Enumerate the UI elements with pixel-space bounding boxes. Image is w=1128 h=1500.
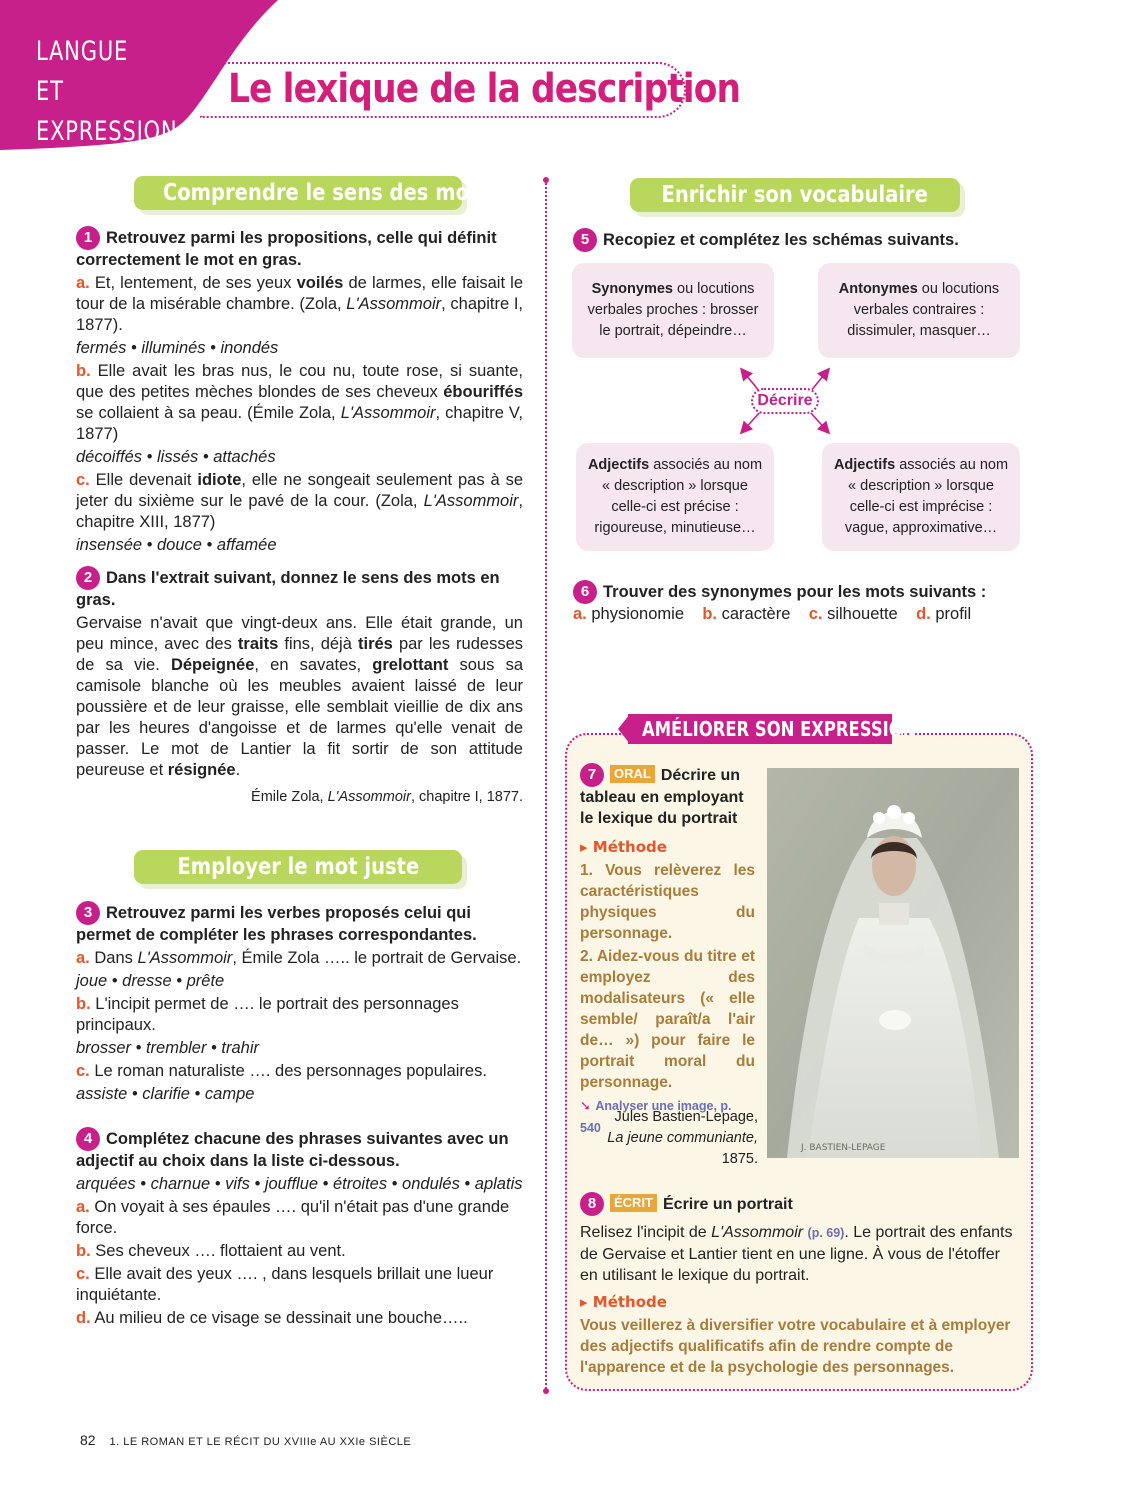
painting-caption: Jules Bastien-Lepage, La jeune communiante, 1875. [607, 1109, 758, 1167]
exercise-number: 8 [580, 1192, 604, 1216]
options-b: décoiffés • lissés • attachés [76, 448, 276, 466]
exercise-number: 5 [573, 228, 597, 252]
exercise-number: 1 [76, 226, 100, 250]
page-footer [80, 1432, 411, 1448]
schema-synonymes: Synonymes ou locutions verbales proches : brosser le portrait, dépeindre… [572, 263, 774, 358]
sentence-b: b. L'incipit permet de …. le portrait des personnages principaux. [76, 995, 459, 1034]
options-b: brosser • trembler • trahir [76, 1039, 260, 1057]
schema-adjectifs-imprecise: Adjectifs associés au nom « description » lorsque celle-ci est imprécise : vague, approximative… [822, 443, 1020, 551]
analyser-image-link[interactable]: ➘ Analyser une image, p. 540 [580, 1098, 732, 1135]
methode-heading: ▸ Méthode [580, 1293, 667, 1311]
page-number: 82 [80, 1432, 96, 1448]
methode-text: Vous veillerez à diversifier votre vocabulaire et à employer des adjectifs qualificatifs afin de rendre compte de l'apparence et de la psychologie des personnages. [580, 1317, 1011, 1376]
methode-step-2: 2. Aidez-vous du titre et employez des modalisateurs (« elle semble/ paraît/a l'air de… ») pour faire le portrait moral du personnage. [580, 948, 755, 1091]
sentence-b: b. Ses cheveux …. flottaient au vent. [76, 1242, 346, 1260]
heading-employer: Employer le mot juste [134, 850, 462, 884]
page-title: Le lexique de la description [228, 66, 741, 112]
schema-adjectifs-precise: Adjectifs associés au nom « description » lorsque celle-ci est précise : rigoureuse, minutieuse… [576, 443, 774, 551]
methode-step-1: 1. Vous relèverez les caractéristiques physiques du personnage. [580, 862, 755, 942]
exercise-number: 7 [580, 763, 604, 787]
sentence-b: b. Elle avait les bras nus, le cou nu, toute rose, si suante, que des petites mèches blondes de ses cheveux ébouriffés se collaient à sa peau. (Émile Zola, L'Assommoir, chapitre V, 1877) [76, 362, 524, 443]
schema-antonymes: Antonymes ou locutions verbales contraires : dissimuler, masquer… [818, 263, 1020, 358]
exercise-7: 7 ORAL Décrire un tableau en employant le lexique du portrait ▸ Méthode 1. Vous relèverez les caractéristiques physiques du personnage. 2. Aidez-vous du titre et employez des modalisateurs (« elle semble/ paraît/a l'air de… ») pour faire le portrait moral du personnage. ➘ Analyser une image, p. 540 [580, 763, 755, 1141]
exercise-4: 4 Complétez chacune des phrases suivantes avec un adjectif au choix dans la liste ci-dessous. arquées • charnue • vifs • joufflue • étroites • ondulés • aplatis a. On voyait à ses épaules …. qu'il n'était pas d'une grande force. b. Ses cheveux …. flottaient au vent. c. Elle avait des yeux …. , dans lesquels brillait une lueur inquiétante. d. Au milieu de ce visage se dessinait une bouche….. [76, 1127, 523, 1331]
painting-jeune-communiante [767, 768, 1019, 1158]
adjective-list: arquées • charnue • vifs • joufflue • étroites • ondulés • aplatis [76, 1175, 523, 1193]
options-a: fermés • illuminés • inondés [76, 339, 279, 357]
divider-dot-top [543, 177, 549, 183]
sentence-c: c. Le roman naturaliste …. des personnages populaires. [76, 1062, 487, 1080]
sentence-a: a. Et, lentement, de ses yeux voilés de larmes, elle faisait le tour de la misérable chambre. (Zola, L'Assommoir, chapitre I, 1877). [76, 274, 524, 334]
divider-dot-bottom [543, 1388, 549, 1394]
exercise-number: 6 [573, 580, 597, 604]
heading-enrichir: Enrichir son vocabulaire [630, 178, 960, 212]
sentence-c: c. Elle devenait idiote, elle ne songeait seulement pas à se jeter du sixième sur le pavé de la cour. (Zola, L'Assommoir, chapitre XIII, 1877) [76, 471, 523, 531]
ecrit-tag: ÉCRIT [610, 1194, 657, 1212]
schema-center-decrire: Décrire [751, 388, 819, 414]
oral-tag: ORAL [610, 765, 655, 783]
exercise-number: 2 [76, 566, 100, 590]
sentence-c: c. Elle avait des yeux …. , dans lesquels brillait une lueur inquiétante. [76, 1265, 494, 1304]
exercise-5-prompt: 5 Recopiez et complétez les schémas suivants. [573, 228, 1023, 254]
exercise-number: 3 [76, 901, 100, 925]
exercise-3: 3 Retrouvez parmi les verbes proposés celui qui permet de compléter les phrases correspondantes. a. Dans L'Assommoir, Émile Zola ….. le portrait de Gervaise. joue • dresse • prête b. L'incipit permet de …. le portrait des personnages principaux. brosser • trembler • trahir c. Le roman naturaliste …. des personnages populaires. assiste • clarifie • campe [76, 901, 523, 1107]
sentence-a: a. On voyait à ses épaules …. qu'il n'était pas d'une grande force. [76, 1198, 510, 1237]
chapter-title: 1. LE ROMAN ET LE RÉCIT DU XVIIIe AU XXIe SIÈCLE [109, 1436, 412, 1448]
section-name: LANGUE ET EXPRESSION [36, 36, 178, 147]
exercise-1: 1 Retrouvez parmi les propositions, celle qui définit correctement le mot en gras. a. Et, lentement, de ses yeux voilés de larmes, elle faisait le tour de la misérable chambre. (Zola, L'Assommoir, chapitre I, 1877). fermés • illuminés • inondés b. Elle avait les bras nus, le cou nu, toute rose, si suante, que des petites mèches blondes de ses cheveux ébouriffés se collaient à sa peau. (Émile Zola, L'Assommoir, chapitre V, 1877) décoiffés • lissés • attachés c. Elle devenait idiote, elle ne songeait seulement pas à se jeter du sixième sur le pavé de la cour. (Zola, L'Assommoir, chapitre XIII, 1877) insensée • douce • affamée [76, 226, 523, 558]
extract-text: Gervaise n'avait que vingt-deux ans. Elle était grande, un peu mince, avec des traits fins, déjà tirés par les rudesses de sa vie. Dépeignée, en savates, grelottant sous sa camisole blanche où les meubles avaient laissé de leur poussière et de leur graisse, elle semblait vieillie de dix ans par les heures d'angoisse et de larmes qu'elle venait de passer. Le mot de Lantier la fit sortir de son attitude peureuse et résignée. [76, 614, 523, 779]
sentence-a: a. Dans L'Assommoir, Émile Zola ….. le portrait de Gervaise. [76, 949, 522, 967]
options-c: assiste • clarifie • campe [76, 1085, 255, 1103]
exercise-6: 6 Trouver des synonymes pour les mots suivants : a. physionomie b. caractère c. silhouette d. profil [573, 580, 1023, 627]
column-divider [545, 180, 547, 1392]
options-a: joue • dresse • prête [76, 972, 225, 990]
options-c: insensée • douce • affamée [76, 536, 277, 554]
exercise-8-text: Relisez l'incipit de L'Assommoir (p. 69). Le portrait des enfants de Gervaise et Lantier tient en une ligne. À vous de l'étoffer en utilisant le lexique du portrait. [580, 1224, 1013, 1284]
ameliorer-label: AMÉLIORER SON EXPRESSION [628, 714, 892, 744]
extract-source: Émile Zola, L'Assommoir, chapitre I, 1877. [251, 789, 523, 805]
exercise-8: 8 ÉCRIT Écrire un portrait Relisez l'incipit de L'Assommoir (p. 69). Le portrait des enfants de Gervaise et Lantier tient en une ligne. À vous de l'étoffer en utilisant le lexique du portrait. ▸ Méthode Vous veillerez à diversifier votre vocabulaire et à employer des adjectifs qualificatifs afin de rendre compte de l'apparence et de la psychologie des personnages. [580, 1192, 1022, 1380]
exercise-2: 2 Dans l'extrait suivant, donnez le sens des mots en gras. Gervaise n'avait que vingt-deux ans. Elle était grande, un peu mince, avec des traits fins, déjà tirés par les rudesses de sa vie. Dépeignée, en savates, grelottant sous sa camisole blanche où les meubles avaient laissé de leur poussière et de leur graisse, elle semblait vieillie de dix ans par les heures d'angoisse et de larmes qu'elle venait de passer. Le mot de Lantier la fit sortir de son attitude peureuse et résignée. Émile Zola, L'Assommoir, chapitre I, 1877. [76, 566, 523, 810]
heading-comprendre: Comprendre le sens des mots [134, 176, 462, 210]
sentence-d: d. Au milieu de ce visage se dessinait une bouche….. [76, 1309, 468, 1327]
exercise-number: 4 [76, 1127, 100, 1151]
word-list: a. physionomie b. caractère c. silhouette d. profil [573, 605, 972, 623]
methode-heading: ▸ Méthode [580, 838, 667, 856]
painting-signature: J. BASTIEN-LEPAGE [801, 1143, 886, 1153]
